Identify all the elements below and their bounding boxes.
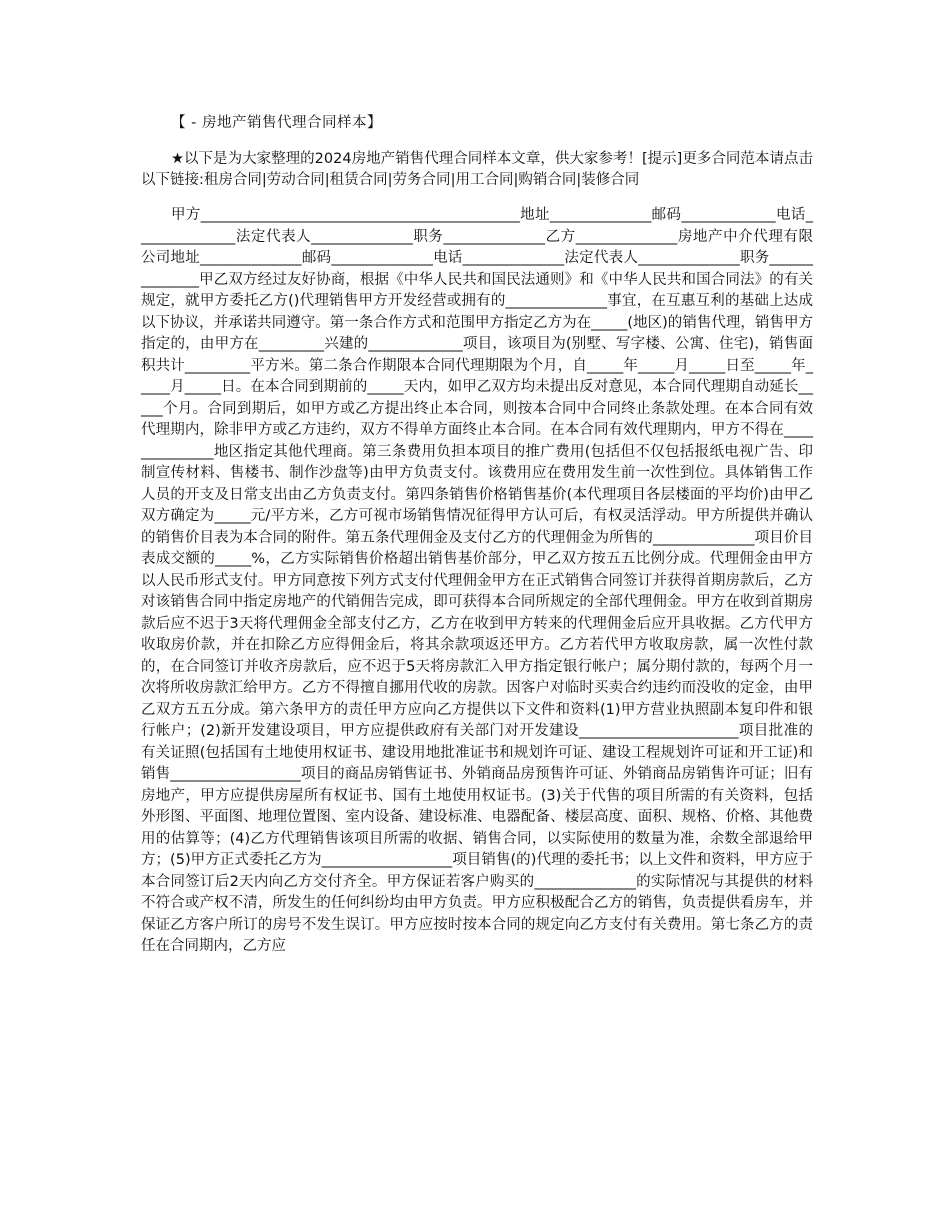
- link-separator: |: [261, 172, 267, 188]
- link-renovation-contract[interactable]: 装修合同: [581, 172, 640, 188]
- contract-body: 甲方____________________________________________地址______________邮码_____________电话______________法定代表人______________职务______________乙方______________房地产中介代理有限公司地址______________邮码______________电话______________法定代表人______________职务______________甲乙双方经过友好协商，根据《中华人民共和国民法通则》和《中华人民共和国合同法》的有关规定，就甲方委托乙方()代理销售甲方开发经营或拥有的______________事宜，在互惠互利的基础上达成以下协议，并承诺共同遵守。第一条合作方式和范围甲方指定乙方为在_____(地区)的销售代理，销售甲方指定的，由甲方在_________兴建的_____________项目，该项目为(别墅、写字楼、公寓、住宅)，销售面积共计_________平方米。第二条合作期限本合同代理期限为个月，自_____年_____月_____日至_____年_____月_____日。在本合同到期前的_____天内，如甲乙双方均未提出反对意见，本合同代理期自动延长_____个月。合同到期后，如甲方或乙方提出终止本合同，则按本合同中合同终止条款处理。在本合同有效代理期内，除非甲方或乙方违约，双方不得单方面终止本合同。在本合同有效代理期内，甲方不得在______________地区指定其他代理商。第三条费用负担本项目的推广费用(包括但不仅包括报纸电视广告、印制宣传材料、售楼书、制作沙盘等)由甲方负责支付。该费用应在费用发生前一次性到位。具体销售工作人员的开支及日常支出由乙方负责支付。第四条销售价格销售基价(本代理项目各层楼面的平均价)由甲乙双方确定为_____元/平方米，乙方可视市场销售情况征得甲方认可后，有权灵活浮动。甲方所提供并确认的销售价目表为本合同的附件。第五条代理佣金及支付乙方的代理佣金为所售的______________项目价目表成交额的_____%，乙方实际销售价格超出销售基价部分，甲乙双方按五五比例分成。代理佣金由甲方以人民币形式支付。甲方同意按下列方式支付代理佣金甲方在正式销售合同签订并获得首期房款后，乙方对该销售合同中指定房地产的代销佣告完成，即可获得本合同所规定的全部代理佣金。甲方在收到首期房款后应不迟于3天将代理佣金全部支付乙方，乙方在收到甲方转来的代理佣金后应开具收据。乙方代甲方收取房价款，并在扣除乙方应得佣金后，将其余款项返还甲方。乙方若代甲方收取房款，属一次性付款的，在合同签订并收齐房款后，应不迟于5天将房款汇入甲方指定银行帐户；属分期付款的，每两个月一次将所收房款汇给甲方。乙方不得擅自挪用代收的房款。因客户对临时买卖合约违约而没收的定金，由甲乙双方五五分成。第六条甲方的责任甲方应向乙方提供以下文件和资料(1)甲方营业执照副本复印件和银行帐户；(2)新开发建设项目，甲方应提供政府有关部门对开发建设______________________项目批准的有关证照(包括国有土地使用权证书、建设用地批准证书和规划许可证、建设工程规划许可证和开工证)和销售__________________项目的商品房销售证书、外销商品房预售许可证、外销商品房销售许可证；旧有房地产，甲方应提供房屋所有权证书、国有土地使用权证书。(3)关于代售的项目所需的有关资料，包括外形图、平面图、地理位置图、室内设备、建设标准、电器配备、楼层高度、面积、规格、价格、其他费用的估算等；(4)乙方代理销售该项目所需的收据、销售合同，以实际使用的数量为准，余数全部退给甲方；(5)甲方正式委托乙方为__________________项目销售(的)代理的委托书；以上文件和资料，甲方应于本合同签订后2天内向乙方交付齐全。甲方保证若客户购买的______________的实际情况与其提供的材料不符合或产权不清，所发生的任何纠纷均由甲方负责。甲方应积极配合乙方的销售，负责提供看房车，并保证乙方客户所订的房号不发生误订。甲方应按时按本合同的规定向乙方支付有关费用。第七条乙方的责任在合同期内，乙方应: [141, 207, 813, 954]
- document-page: [141, 112, 813, 958]
- link-employment-contract[interactable]: 用工合同: [455, 172, 514, 188]
- link-separator: |: [576, 172, 582, 188]
- link-labor-contract[interactable]: 劳动合同: [266, 172, 325, 188]
- link-separator: |: [450, 172, 456, 188]
- link-separator: |: [387, 172, 393, 188]
- link-sales-contract[interactable]: 购销合同: [518, 172, 577, 188]
- intro-paragraph: [141, 149, 813, 191]
- document-title: 【 - 房地产销售代理合同样本】: [171, 115, 382, 131]
- link-separator: |: [324, 172, 330, 188]
- link-separator: |: [513, 172, 519, 188]
- intro-lead-text: ★以下是为大家整理的2024房地产销售代理合同样本文章，供大家参考！[提示]更多合同范本请点击以下链接:: [141, 151, 813, 188]
- link-rent-contract[interactable]: 租房合同: [203, 172, 262, 188]
- link-service-contract[interactable]: 劳务合同: [392, 172, 451, 188]
- link-lease-contract[interactable]: 租赁合同: [329, 172, 388, 188]
